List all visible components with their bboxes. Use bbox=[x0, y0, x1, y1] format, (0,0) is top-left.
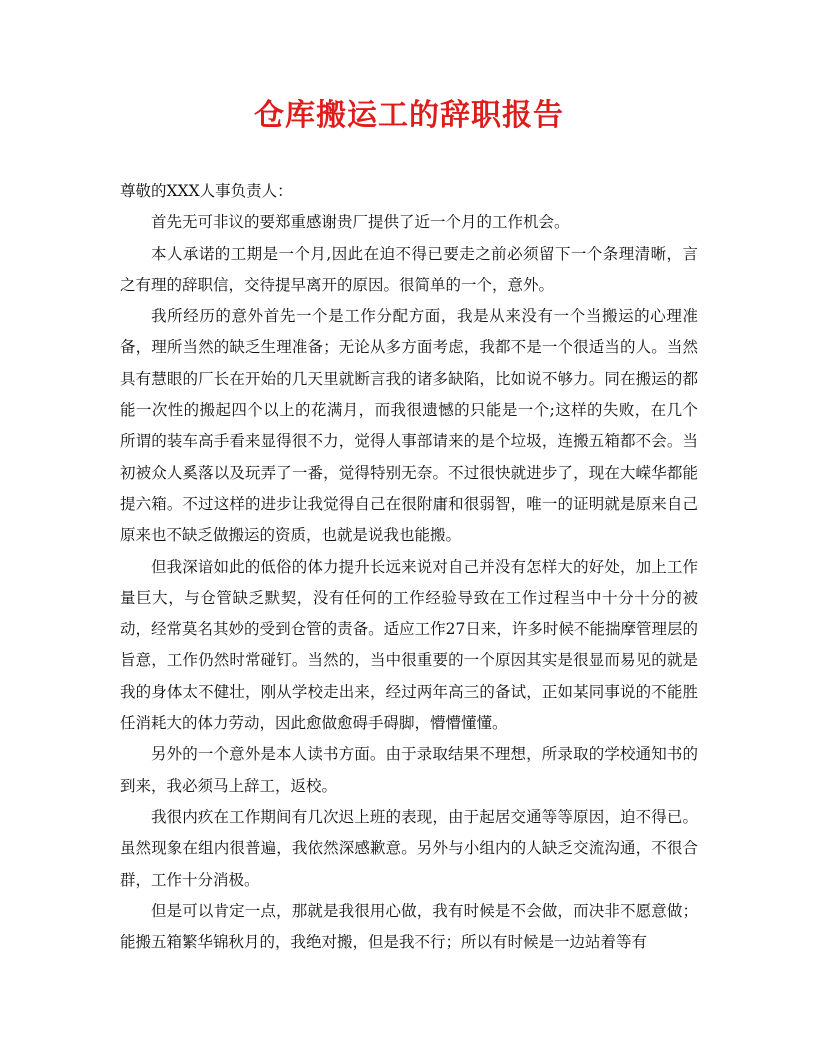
paragraph-5: 另外的一个意外是本人读书方面。由于录取结果不理想，所录取的学校通知书的到来，我必须马上辞工，返校。 bbox=[120, 745, 698, 795]
salutation: 尊敬的XXX人事负责人： bbox=[120, 182, 293, 200]
paragraph-3: 我所经历的意外首先一个是工作分配方面，我是从来没有一个当搬运的心理准备，理所当然的缺乏生理准备；无论从多方面考虑，我都不是一个很适当的人。当然具有慧眼的厂长在开始的几天里就断言我的诸多缺陷，比如说不够力。同在搬运的都能一次性的搬起四个以上的花满月，而我很遗憾的只能是一个;这样的失败，在几个所谓的装车高手看来显得很不力，觉得人事部请来的是个垃圾，连搬五箱都不会。当初被众人奚落以及玩弄了一番，觉得特别无奈。不过很快就进步了，现在大嵘华都能提六箱。不过这样的进步让我觉得自己在很附庸和很弱智，唯一的证明就是原来自己原来也不缺乏做搬运的资质，也就是说我也能搬。 bbox=[120, 307, 698, 545]
document-title: 仓库搬运工的辞职报告 bbox=[254, 98, 564, 133]
paragraph-7: 但是可以肯定一点，那就是我很用心做，我有时候是不会做，而决非不愿意做；能搬五箱繁华锦秋月的，我绝对搬，但是我不行；所以有时候是一边站着等有 bbox=[120, 901, 698, 952]
paragraph-4: 但我深谙如此的低俗的体力提升长远来说对自己并没有怎样大的好处，加上工作量巨大，与仓管缺乏默契，没有任何的工作经验导致在工作过程当中十分十分的被动，经常莫名其妙的受到仓管的责备。适应工作27日来，许多时候不能揣摩管理层的旨意，工作仍然时常碰钉。当然的，当中很重要的一个原因其实是很显而易见的就是我的身体太不健壮，刚从学校走出来，经过两年高三的备试，正如某同事说的不能胜任消耗大的体力劳动，因此愈做愈碍手碍脚，懵懵懂懂。 bbox=[120, 557, 698, 733]
paragraph-1: 首先无可非议的要郑重感谢贵厂提供了近一个月的工作机会。 bbox=[151, 213, 570, 232]
paragraph-2: 本人承诺的工期是一个月,因此在迫不得已要走之前必须留下一个条理清晰，言之有理的辞职信，交待提早离开的原因。很简单的一个，意外。 bbox=[120, 244, 698, 294]
paragraph-6: 我很内疚在工作期间有几次迟上班的表现，由于起居交通等等原因，迫不得已。虽然现象在组内很普遍，我依然深感歉意。另外与小组内的人缺乏交流沟通，不很合群，工作十分消极。 bbox=[120, 807, 698, 889]
